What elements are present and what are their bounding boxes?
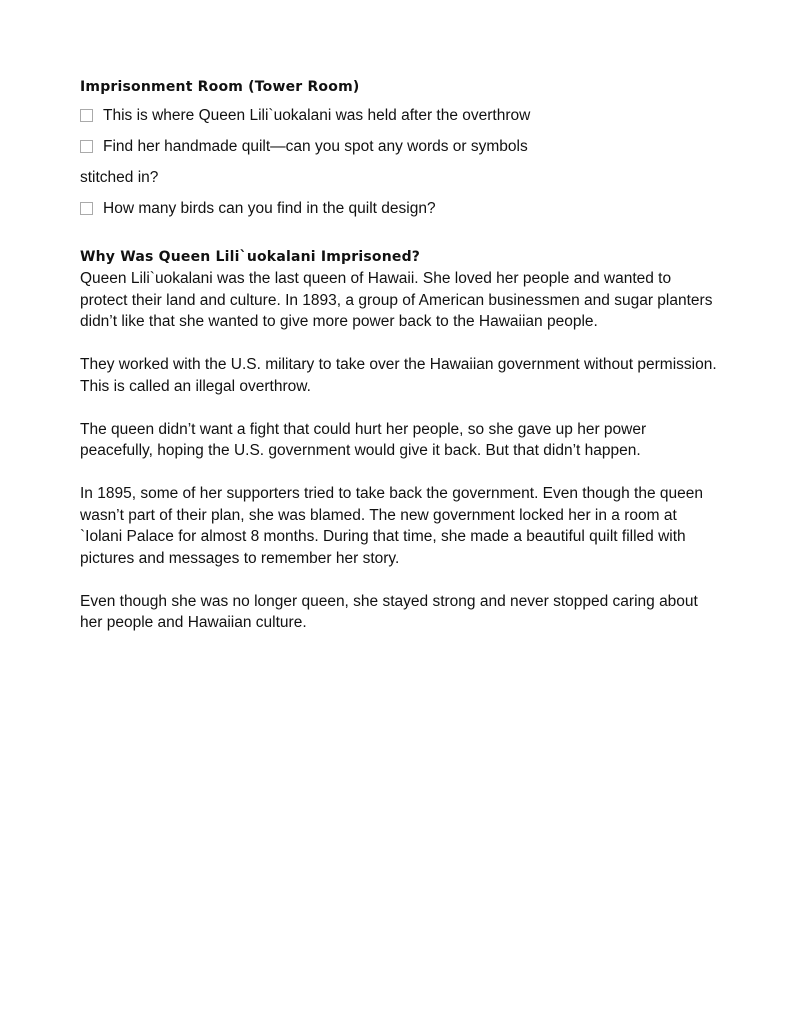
checklist-item <box>80 193 720 224</box>
checkbox[interactable] <box>80 109 93 122</box>
checklist-item-label: Find her handmade quilt—can you spot any words or symbols <box>103 138 528 155</box>
checkbox[interactable] <box>80 140 93 153</box>
checklist-item-label: How many birds can you find in the quilt design? <box>103 200 436 217</box>
checklist-item <box>80 100 720 131</box>
checklist-item-continuation: stitched in? <box>80 169 159 186</box>
document-page <box>80 76 720 655</box>
paragraph: Even though she was no longer queen, she stayed strong and never stopped caring about her people and Hawaiian culture. <box>80 592 698 631</box>
paragraph: They worked with the U.S. military to take over the Hawaiian government without permission. This is called an illegal overthrow. <box>80 356 717 395</box>
checkbox[interactable] <box>80 202 93 215</box>
paragraph: In 1895, some of her supporters tried to take back the government. Even though the queen wasn’t part of their plan, she was blamed. The new government locked her in a room at `Iolani Palace for almost 8 months. During that time, she made a beautiful quilt filled with pictures and messages to remember her story. <box>80 485 703 567</box>
checklist-item-label: This is where Queen Lili`uokalani was held after the overthrow <box>103 107 531 124</box>
section-heading-imprisonment-room: Imprisonment Room (Tower Room) <box>80 79 360 95</box>
checklist-item <box>80 131 720 162</box>
paragraph: The queen didn’t want a fight that could hurt her people, so she gave up her power peacefully, hoping the U.S. government would give it back. But that didn’t happen. <box>80 420 647 459</box>
paragraph: Queen Lili`uokalani was the last queen of Hawaii. She loved her people and wanted to protect their land and culture. In 1893, a group of American businessmen and sugar planters didn’t like that she wanted to give more power back to the Hawaiian people. <box>80 270 713 330</box>
section-heading-why-imprisoned: Why Was Queen Lili`uokalani Imprisoned? <box>80 249 421 265</box>
